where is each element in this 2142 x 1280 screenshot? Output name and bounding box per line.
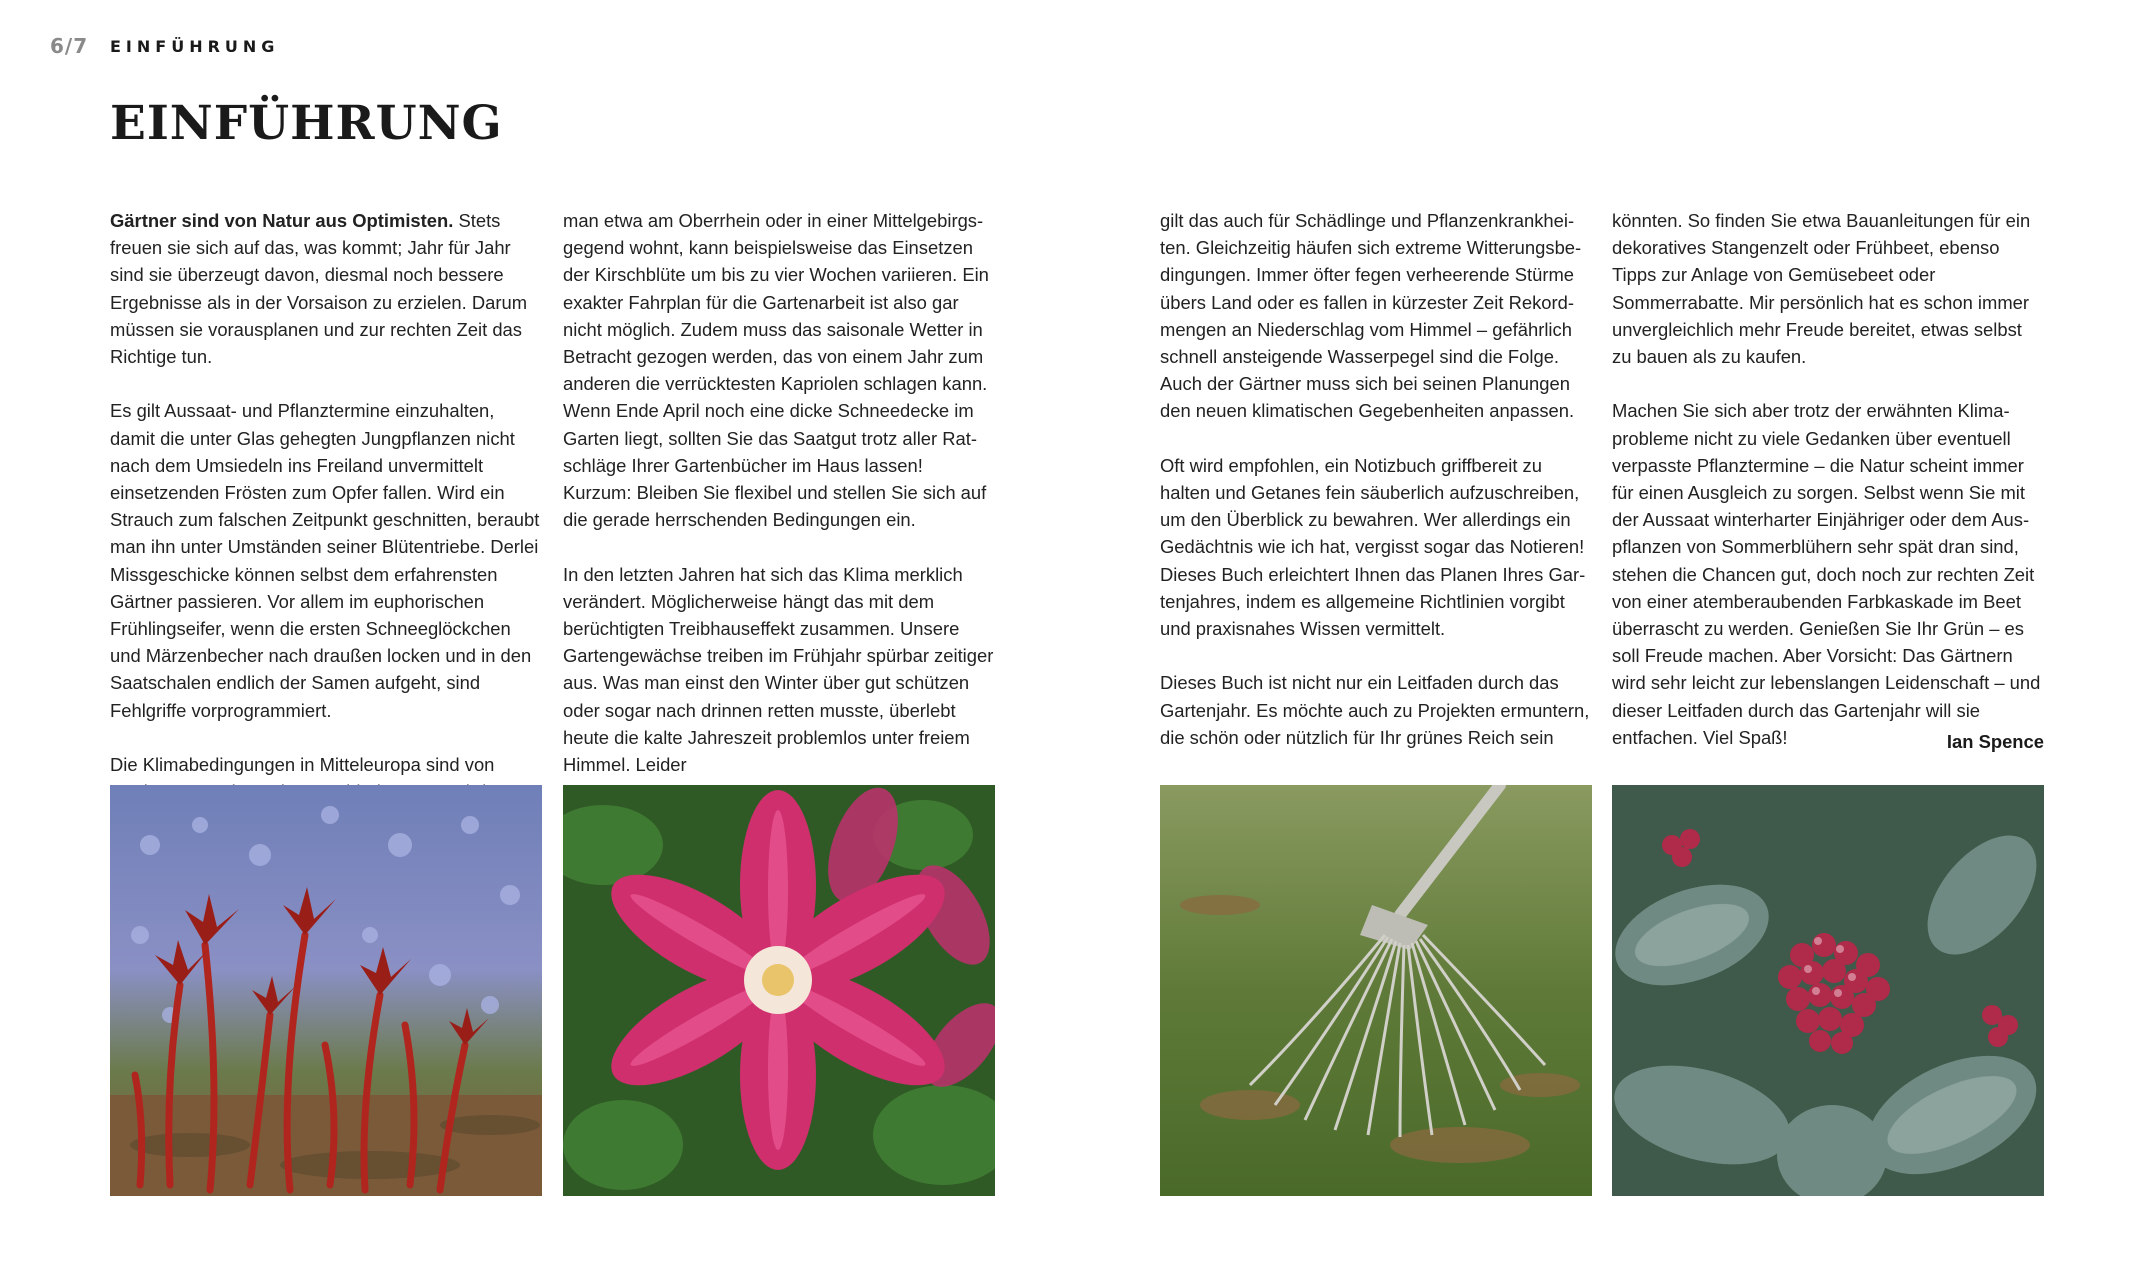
text-column-2: [563, 207, 995, 778]
paragraph: [1612, 207, 2044, 370]
paragraph-text: Machen Sie sich aber trotz der erwähnten Klimaprobleme nicht zu viele Gedanken über eventuell verpasste Pflanztermine – die Natur scheint immer für einen Ausgleich zu sorgen. Selbst wenn Sie mit der Aussaat winterharter Einjähriger oder dem Auspflanzen von Sommerblühern sehr spät dran sind, stehen die Chancen gut, doch noch zur rechten Zeit von einer atemberaubenden Farbkaskade im Beet überrascht zu werden. Genießen Sie Ihr Grün – es soll Freude machen. Aber Vorsicht: Das Gärtnern wird sehr leicht zur lebenslangen Leidenschaft – und dieser Leitfaden durch das Gartenjahr will sie entfachen. Viel Spaß!: [1612, 400, 2041, 748]
paragraph: [1160, 452, 1592, 642]
photo-skimmia: [1612, 785, 2044, 1196]
paragraph: [563, 207, 995, 533]
paragraph: [110, 207, 542, 370]
photo-peony-shoots: [110, 785, 542, 1196]
peony-shoots-image: [110, 785, 542, 1196]
rake-image: [1160, 785, 1592, 1196]
paragraph: [1160, 207, 1592, 425]
paragraph-text: man etwa am Oberrhein oder in einer Mittelgebirgsgegend wohnt, kann beispielsweise das Einsetzen der Kirschblüte um bis zu vier Wochen variieren. Ein exakter Fahrplan für die Gartenarbeit ist also gar nicht möglich. Zudem muss das saisonale Wetter in Betracht gezogen werden, das von einem Jahr zum anderen die verrücktesten Kapriolen schlagen kann. Wenn Ende April noch eine dicke Schneedecke im Garten liegt, sollten Sie das Saatgut trotz aller Ratschläge Ihrer Gartenbücher im Haus lassen! Kurzum: Bleiben Sie flexibel und stellen Sie sich auf die gerade herrschenden Bedingungen ein.: [563, 210, 989, 531]
paragraph-text: könnten. So finden Sie etwa Bauanleitungen für ein dekoratives Stangenzelt oder Frühbeet, ebenso Tipps zur Anlage von Gemüsebeet oder Sommerrabatte. Mir persönlich hat es schon immer unvergleichlich mehr Freude bereitet, etwas selbst zu bauen als zu kaufen.: [1612, 210, 2031, 368]
photo-rake: [1160, 785, 1592, 1196]
paragraph: [1160, 669, 1592, 751]
paragraph-text: Dieses Buch ist nicht nur ein Leitfaden durch das Gartenjahr. Es möchte auch zu Projekten ermuntern, die schön oder nützlich für Ihr grünes Reich sein: [1160, 672, 1590, 748]
page-numbers: 6/7: [50, 34, 89, 58]
text-column-3: [1160, 207, 1592, 751]
skimmia-image: [1612, 785, 2044, 1196]
paragraph-text: Es gilt Aussaat- und Pflanztermine einzuhalten, damit die unter Glas gehegten Jungpflanzen nicht nach dem Umsiedeln ins Freiland unvermittelt einsetzenden Frösten zum Opfer fallen. Wird ein Strauch zum falschen Zeitpunkt geschnitten, beraubt man ihn unter Umständen seiner Blütentriebe. Derlei Missgeschicke können selbst dem erfahrensten Gärtner passieren. Vor allem im euphorischen Frühlingseifer, wenn die ersten Schneeglöckchen und Märzenbecher nach draußen locken und in den Saatschalen endlich der Samen aufgeht, sind Fehlgriffe vorprogrammiert.: [110, 400, 540, 721]
photo-clematis: [563, 785, 995, 1196]
paragraph-text: gilt das auch für Schädlinge und Pflanzenkrankheiten. Gleichzeitig häufen sich extreme Witterungsbedingungen. Immer öfter fegen verheerende Stürme übers Land oder es fallen in kürzester Zeit Rekordmengen an Niederschlag vom Himmel – gefährlich schnell ansteigende Wasserpegel sind die Folge. Auch der Gärtner muss sich bei seinen Planungen den neuen klimatischen Gegebenheiten anpassen.: [1160, 210, 1582, 422]
text-column-1: [110, 207, 542, 833]
text-column-4: [1612, 207, 2044, 751]
running-head: EINFÜHRUNG: [110, 37, 280, 56]
paragraph: [563, 561, 995, 779]
paragraph-text: Oft wird empfohlen, ein Notizbuch griffbereit zu halten und Getanes fein säuberlich aufzuschreiben, um den Überblick zu bewahren. Wer allerdings ein Gedächtnis wie ich hat, vergisst sogar das Notieren! Dieses Buch erleichtert Ihnen das Planen Ihres Gartenjahres, indem es allgemeine Richtlinien vorgibt und praxisnahes Wissen vermittelt.: [1160, 454, 1586, 640]
paragraph: [110, 397, 542, 723]
lead-sentence: Gärtner sind von Natur aus Optimisten.: [110, 210, 454, 231]
clematis-image: [563, 785, 995, 1196]
page-title: EINFÜHRUNG: [110, 96, 503, 151]
paragraph: [1612, 397, 2044, 751]
paragraph-text: Stets freuen sie sich auf das, was kommt; Jahr für Jahr sind sie überzeugt davon, diesmal noch bessere Ergebnisse als in der Vorsaison zu erzielen. Darum müssen sie vorausplanen und zur rechten Zeit das Richtige tun.: [110, 210, 528, 368]
paragraph-text: In den letzten Jahren hat sich das Klima merklich verändert. Möglicherweise hängt das mit dem berüchtigten Treibhauseffekt zusammen. Unsere Gartengewächse treiben im Frühjahr spürbar zeitiger aus. Was man einst den Winter über gut schützen oder sogar nach drinnen retten musste, überlebt heute die kalte Jahreszeit problemlos unter freiem Himmel. Leider: [563, 563, 994, 776]
author-signature: Ian Spence: [1946, 731, 2044, 752]
paragraph-text: Die Klimabedingungen in Mitteleuropa sind von: [110, 754, 495, 776]
